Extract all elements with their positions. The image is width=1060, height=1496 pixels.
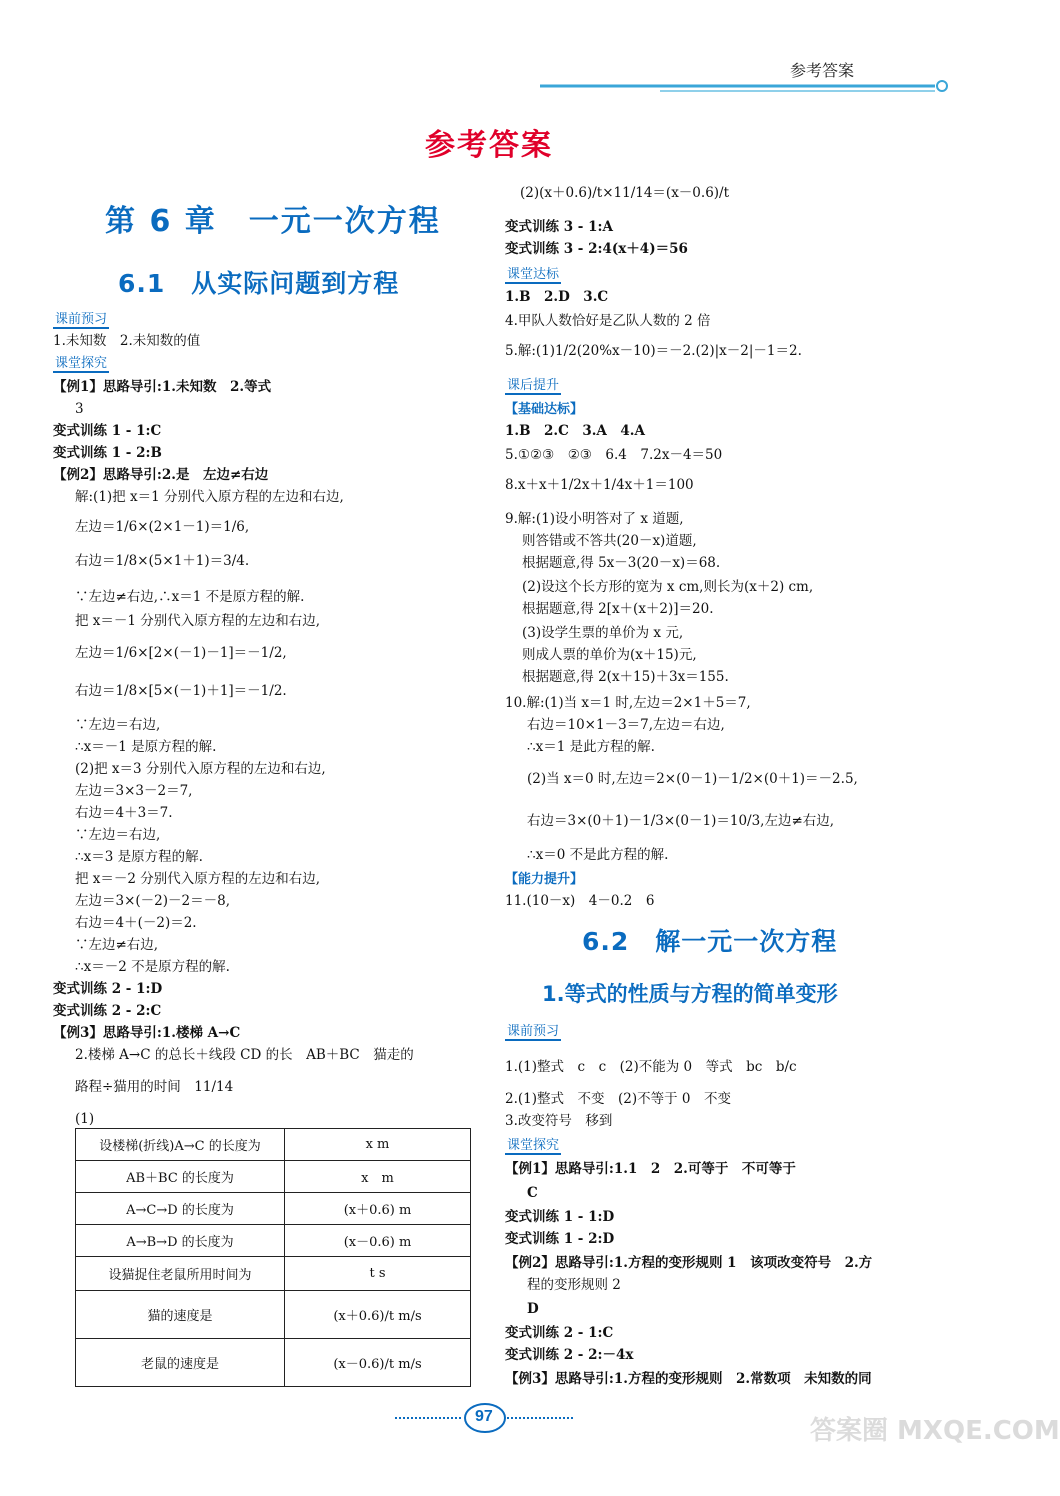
text-line: ∴x＝0 不是此方程的解. bbox=[527, 847, 669, 863]
text-line: 11.(10－x) 4－0.2 6 bbox=[505, 893, 655, 909]
text-line: ∴x＝－1 是原方程的解. bbox=[75, 739, 217, 755]
text-line: ∵左边＝右边, bbox=[75, 827, 161, 843]
text-line: 右边＝10×1－3＝7,左边＝右边, bbox=[527, 717, 725, 733]
text-line: 9.解:(1)设小明答对了 x 道题, bbox=[505, 511, 684, 527]
text-line: 变式训练 2 - 1:D bbox=[53, 981, 163, 997]
text-line: 10.解:(1)当 x＝1 时,左边＝2×1＋5＝7, bbox=[505, 695, 751, 711]
table-cell: 猫的速度是 bbox=[76, 1291, 285, 1339]
text-line: 根据题意,得 2[x＋(x＋2)]＝20. bbox=[522, 601, 714, 617]
text-line: 变式训练 3 - 1:A bbox=[505, 219, 613, 235]
header-decor bbox=[540, 74, 960, 98]
watermark: 答案圈 MXQE.COM bbox=[810, 1416, 1060, 1446]
text-line: ∴x＝3 是原方程的解. bbox=[75, 849, 203, 865]
text-line: 把 x＝－2 分别代入原方程的左边和右边, bbox=[75, 871, 321, 887]
page-title: 参考答案 bbox=[425, 128, 553, 163]
text-line: 2.楼梯 A→C 的总长＋线段 CD 的长 AB＋BC 猫走的 bbox=[75, 1047, 414, 1063]
text-line: 1.B 2.C 3.A 4.A bbox=[505, 423, 645, 439]
text-line: 变式训练 3 - 2:4(x＋4)＝56 bbox=[505, 241, 688, 257]
text-line: 【例3】思路导引:1.方程的变形规则 2.常数项 未知数的同 bbox=[505, 1371, 872, 1387]
text-line: 1.(1)整式 c c (2)不能为 0 等式 bc b/c bbox=[505, 1059, 797, 1075]
tag-basic: 【基础达标】 bbox=[505, 402, 584, 417]
text-line: 【例1】思路导引:1.1 2 2.可等于 不可等于 bbox=[505, 1161, 796, 1177]
tag-explore: 课堂探究 bbox=[53, 352, 109, 373]
text-line: 3.改变符号 移到 bbox=[505, 1113, 613, 1129]
table-cell: A→C→D 的长度为 bbox=[76, 1193, 285, 1225]
tag-preview: 课前预习 bbox=[53, 308, 109, 329]
table-cell: x m bbox=[285, 1161, 471, 1193]
text-line: 左边＝3×3－2＝7, bbox=[75, 783, 193, 799]
text-line: 变式训练 1 - 2:B bbox=[53, 445, 162, 461]
text-line: 1.B 2.D 3.C bbox=[505, 289, 609, 305]
text-line: (2)(x＋0.6)/t×11/14＝(x－0.6)/t bbox=[520, 185, 730, 201]
text-line: 4.甲队人数恰好是乙队人数的 2 倍 bbox=[505, 313, 711, 329]
answer-table bbox=[75, 1128, 471, 1387]
table-cell: (x－0.6)/t m/s bbox=[285, 1339, 471, 1387]
text-line: ∵左边≠右边,∴x＝1 不是原方程的解. bbox=[75, 589, 305, 605]
table-cell: 设猫捉住老鼠所用时间为 bbox=[76, 1257, 285, 1291]
text-line: 变式训练 2 - 2:C bbox=[53, 1003, 162, 1019]
tag-class-check: 课堂达标 bbox=[505, 263, 561, 284]
text-line: 2.(1)整式 不变 (2)不等于 0 不变 bbox=[505, 1091, 732, 1107]
text-line: (1) bbox=[75, 1111, 95, 1127]
text-line: 【例3】思路导引:1.楼梯 A→C bbox=[53, 1025, 241, 1041]
table-cell: (x＋0.6) m bbox=[285, 1193, 471, 1225]
text-line: 5.解:(1)1/2(20%x－10)＝－2.(2)|x－2|－1＝2. bbox=[505, 343, 802, 359]
tag-preview-2: 课前预习 bbox=[505, 1020, 561, 1041]
page-number: 97 bbox=[475, 1408, 493, 1425]
text-line: (3)设学生票的单价为 x 元, bbox=[522, 625, 684, 641]
tag-ability: 【能力提升】 bbox=[505, 872, 584, 887]
text-line: ∴x＝1 是此方程的解. bbox=[527, 739, 655, 755]
text-line: 右边＝1/8×[5×(－1)＋1]＝－1/2. bbox=[75, 683, 287, 699]
text-line: (2)设这个长方形的宽为 x cm,则长为(x＋2) cm, bbox=[522, 579, 814, 595]
text-line: 则答错或不答共(20－x)道题, bbox=[522, 533, 697, 549]
text-line: 1.未知数 2.未知数的值 bbox=[53, 333, 201, 349]
text-line: 右边＝4＋3＝7. bbox=[75, 805, 173, 821]
text-line: 则成人票的单价为(x＋15)元, bbox=[522, 647, 697, 663]
chapter-title: 第 6 章 一元一次方程 bbox=[105, 204, 441, 239]
text-line: D bbox=[527, 1301, 539, 1317]
text-line: 解:(1)把 x＝1 分别代入原方程的左边和右边, bbox=[75, 489, 344, 505]
text-line: 根据题意,得 5x－3(20－x)＝68. bbox=[522, 555, 721, 571]
text-line: 5.①②③ ②③ 6.4 7.2x－4＝50 bbox=[505, 447, 723, 463]
text-line: 左边＝3×(－2)－2＝－8, bbox=[75, 893, 230, 909]
table-cell: A→B→D 的长度为 bbox=[76, 1225, 285, 1257]
table-cell: x m bbox=[285, 1129, 471, 1161]
text-line: 变式训练 2 - 1:C bbox=[505, 1325, 614, 1341]
table-cell: (x＋0.6)/t m/s bbox=[285, 1291, 471, 1339]
text-line: 左边＝1/6×[2×(－1)－1]＝－1/2, bbox=[75, 645, 287, 661]
text-line: 根据题意,得 2(x＋15)＋3x＝155. bbox=[522, 669, 729, 685]
text-line: 【例1】思路导引:1.未知数 2.等式 bbox=[53, 379, 272, 395]
section-title-6-2: 6.2 解一元一次方程 bbox=[582, 927, 838, 956]
text-line: 右边＝1/8×(5×1＋1)＝3/4. bbox=[75, 553, 250, 569]
text-line: 右边＝3×(0＋1)－1/3×(0－1)＝10/3,左边≠右边, bbox=[527, 813, 835, 829]
header-label: 参考答案 bbox=[790, 63, 855, 80]
text-line: 【例2】思路导引:1.方程的变形规则 1 该项改变符号 2.方 bbox=[505, 1255, 873, 1271]
table-cell: 设楼梯(折线)A→C 的长度为 bbox=[76, 1129, 285, 1161]
text-line: (2)把 x＝3 分别代入原方程的左边和右边, bbox=[75, 761, 326, 777]
subsection-title: 1.等式的性质与方程的简单变形 bbox=[542, 982, 838, 1006]
text-line: 【例2】思路导引:2.是 左边≠右边 bbox=[53, 467, 269, 483]
text-line: 程的变形规则 2 bbox=[527, 1277, 621, 1293]
text-line: 左边＝1/6×(2×1－1)＝1/6, bbox=[75, 519, 250, 535]
tag-explore-2: 课堂探究 bbox=[505, 1134, 561, 1155]
text-line: 变式训练 1 - 1:D bbox=[505, 1209, 615, 1225]
section-title-6-1: 6.1 从实际问题到方程 bbox=[118, 269, 400, 298]
text-line: (2)当 x＝0 时,左边＝2×(0－1)－1/2×(0＋1)＝－2.5, bbox=[527, 771, 858, 787]
text-line: C bbox=[527, 1185, 538, 1201]
tag-after-class: 课后提升 bbox=[505, 374, 561, 395]
text-line: 变式训练 2 - 2:－4x bbox=[505, 1347, 634, 1363]
text-line: 路程÷猫用的时间 11/14 bbox=[75, 1079, 234, 1095]
table-cell: AB＋BC 的长度为 bbox=[76, 1161, 285, 1193]
text-line: 3 bbox=[75, 401, 84, 417]
table-cell: (x－0.6) m bbox=[285, 1225, 471, 1257]
text-line: 右边＝4＋(－2)＝2. bbox=[75, 915, 197, 931]
text-line: 把 x＝－1 分别代入原方程的左边和右边, bbox=[75, 613, 321, 629]
table-cell: 老鼠的速度是 bbox=[76, 1339, 285, 1387]
text-line: 变式训练 1 - 2:D bbox=[505, 1231, 615, 1247]
text-line: ∵左边≠右边, bbox=[75, 937, 159, 953]
text-line: ∴x＝－2 不是原方程的解. bbox=[75, 959, 230, 975]
text-line: 8.x＋x＋1/2x＋1/4x＋1＝100 bbox=[505, 477, 694, 493]
text-line: 变式训练 1 - 1:C bbox=[53, 423, 162, 439]
table-cell: t s bbox=[285, 1257, 471, 1291]
text-line: ∵左边＝右边, bbox=[75, 717, 161, 733]
